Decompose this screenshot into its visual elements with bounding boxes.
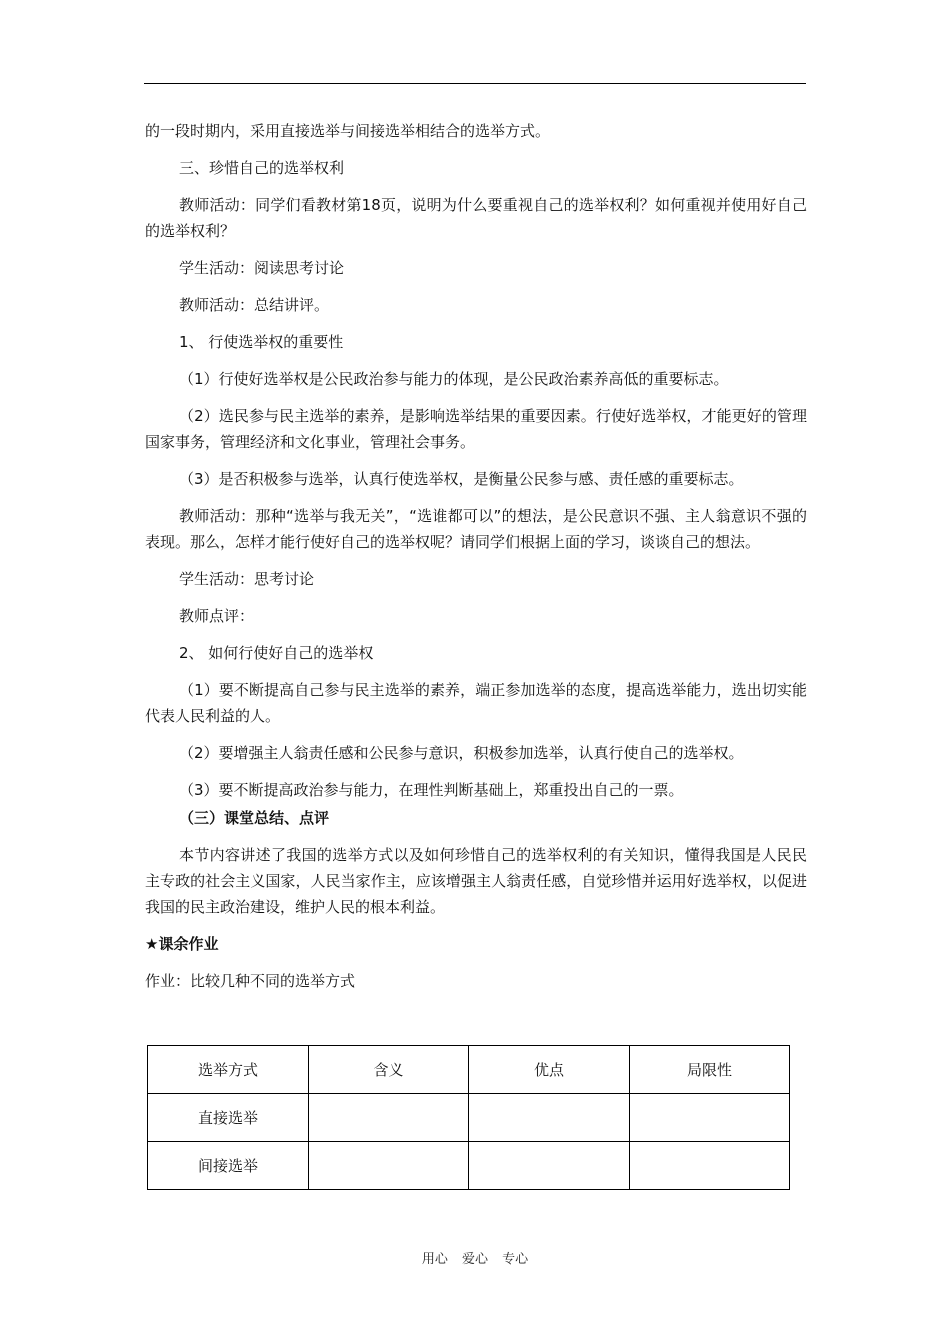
document-body <box>145 118 807 1005</box>
footer-word: 专心 <box>502 1252 529 1267</box>
teacher-activity-1: 教师活动：同学们看教材第18页，说明为什么要重视自己的选举权利？如何重视并使用好自己的选举权利？ <box>145 196 807 240</box>
table-header-cell: 含义 <box>309 1046 469 1094</box>
table-cell: 间接选举 <box>148 1142 309 1190</box>
table-cell <box>469 1094 630 1142</box>
table-cell <box>630 1142 790 1190</box>
footer-word: 爱心 <box>461 1252 488 1267</box>
point-2-3: （3）要不断提高政治参与能力，在理性判断基础上，郑重投出自己的一票。 <box>179 781 684 799</box>
section-heading-3: 三、珍惜自己的选举权利 <box>179 159 345 177</box>
footer-word: 用心 <box>421 1252 448 1267</box>
student-activity-1: 学生活动：阅读思考讨论 <box>179 259 345 277</box>
header-rule <box>144 83 806 84</box>
table-cell <box>630 1094 790 1142</box>
comparison-table <box>147 1045 790 1190</box>
teacher-activity-3: 教师活动：那种“选举与我无关”，“选谁都可以”的想法，是公民意识不强、主人翁意识不强的表现。那么，怎样才能行使好自己的选举权呢？请同学们根据上面的学习，谈谈自己的想法。 <box>145 507 807 551</box>
point-2-2: （2）要增强主人翁责任感和公民参与意识，积极参加选举，认真行使自己的选举权。 <box>179 744 744 762</box>
table-header-cell: 优点 <box>469 1046 630 1094</box>
point-1-3: （3）是否积极参与选举，认真行使选举权，是衡量公民参与感、责任感的重要标志。 <box>179 470 744 488</box>
subheading-1: 1、 行使选举权的重要性 <box>179 333 344 351</box>
table-row <box>148 1094 790 1142</box>
table-cell <box>309 1142 469 1190</box>
table-header-cell: 局限性 <box>630 1046 790 1094</box>
point-1-2: （2）选民参与民主选举的素养，是影响选举结果的重要因素。行使好选举权，才能更好的管理国家事务，管理经济和文化事业，管理社会事务。 <box>145 407 807 451</box>
table-cell <box>309 1094 469 1142</box>
summary-text: 本节内容讲述了我国的选举方式以及如何珍惜自己的选举权利的有关知识，懂得我国是人民民主专政的社会主义国家，人民当家作主，应该增强主人翁责任感，自觉珍惜并运用好选举权，以促进我国的民主政治建设，维护人民的根本利益。 <box>145 846 807 916</box>
table-cell <box>469 1142 630 1190</box>
homework-heading: ★课余作业 <box>145 935 219 953</box>
summary-heading: （三）课堂总结、点评 <box>179 809 330 827</box>
teacher-comment: 教师点评： <box>179 607 255 625</box>
page-footer <box>0 1248 950 1267</box>
teacher-activity-2: 教师活动：总结讲评。 <box>179 296 330 314</box>
point-2-1: （1）要不断提高自己参与民主选举的素养，端正参加选举的态度，提高选举能力，选出切实能代表人民利益的人。 <box>145 681 807 725</box>
student-activity-2: 学生活动：思考讨论 <box>179 570 315 588</box>
subheading-2: 2、 如何行使好自己的选举权 <box>179 644 374 662</box>
table-row <box>148 1142 790 1190</box>
table-header-cell: 选举方式 <box>148 1046 309 1094</box>
point-1-1: （1）行使好选举权是公民政治参与能力的体现，是公民政治素养高低的重要标志。 <box>179 370 729 388</box>
table-header-row <box>148 1046 790 1094</box>
homework-task: 作业：比较几种不同的选举方式 <box>145 972 356 990</box>
paragraph-continuation: 的一段时期内，采用直接选举与间接选举相结合的选举方式。 <box>145 122 551 140</box>
table-cell: 直接选举 <box>148 1094 309 1142</box>
